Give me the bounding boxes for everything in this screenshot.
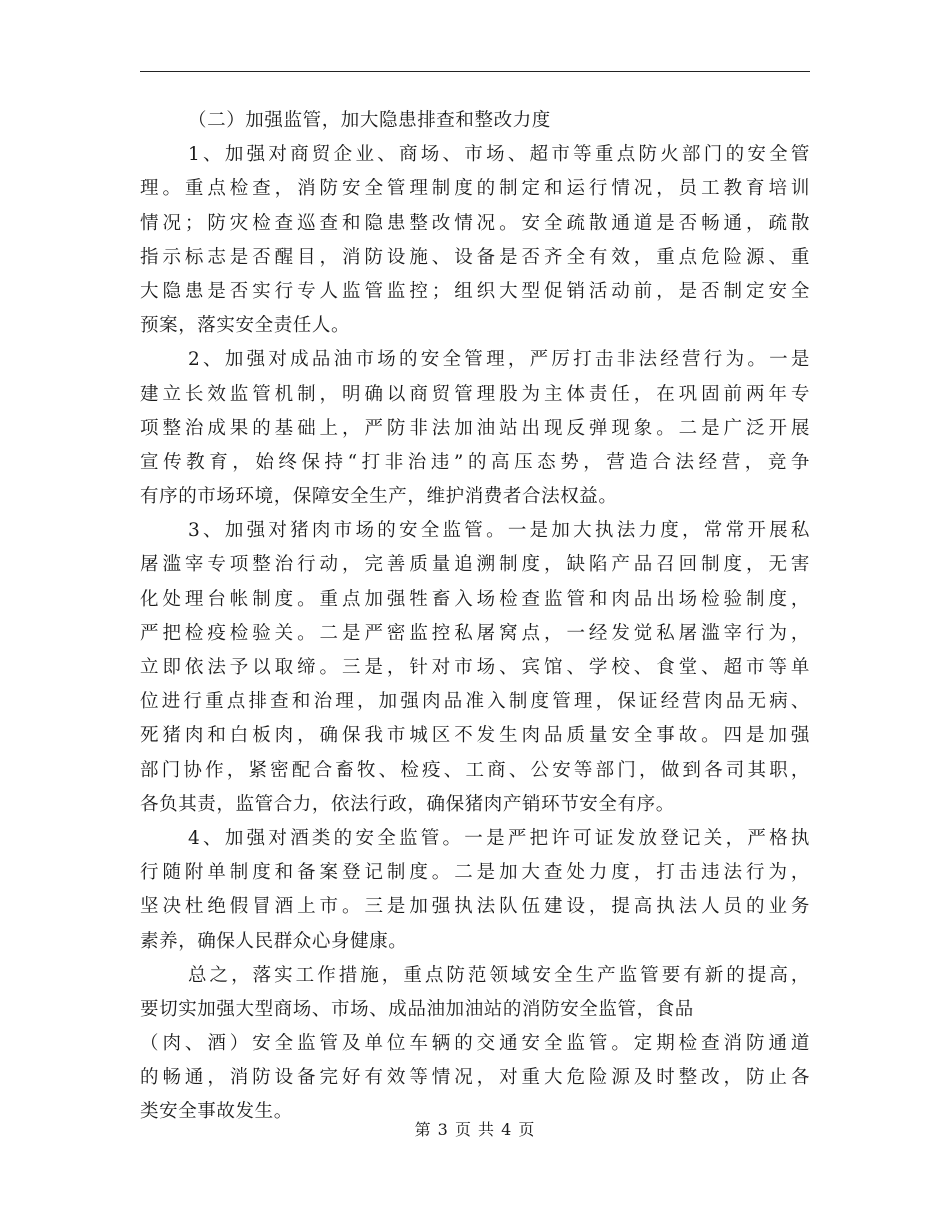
text-line: 部门协作，紧密配合畜牧、检疫、工商、公安等部门，做到各司其职， <box>140 759 810 781</box>
document-body <box>140 104 810 1130</box>
text-line: 情况；防灾检查巡查和隐患整改情况。安全疏散通道是否畅通，疏散 <box>140 212 810 234</box>
text-line: （肉、酒）安全监管及单位车辆的交通安全监管。定期检查消防通道 <box>140 1033 810 1055</box>
text-line: 3、加强对猪肉市场的安全监管。一是加大执法力度，常常开展私 <box>188 520 810 542</box>
text-line: 有序的市场环境，保障安全生产，维护消费者合法权益。 <box>140 486 618 508</box>
text-line: 1、加强对商贸企业、商场、市场、超市等重点防火部门的安全管 <box>188 144 810 166</box>
text-line: 类安全事故发生。 <box>140 1101 293 1123</box>
text-line: 项整治成果的基础上，严防非法加油站出现反弹现象。二是广泛开展 <box>140 417 810 439</box>
text-line: 总之，落实工作措施，重点防范领域安全生产监管要有新的提高， <box>188 964 810 986</box>
page-number: 第 3 页 共 4 页 <box>414 1120 536 1139</box>
text-line: （二）加强监管，加大隐患排查和整改力度 <box>188 110 551 131</box>
text-line: 各负其责，监管合力，依法行政，确保猪肉产销环节安全有序。 <box>140 793 675 815</box>
text-line: 素养，确保人民群众心身健康。 <box>140 930 408 952</box>
text-line: 2、加强对成品油市场的安全管理，严厉打击非法经营行为。一是 <box>188 349 810 371</box>
text-line: 行随附单制度和备案登记制度。二是加大查处力度，打击违法行为， <box>140 862 810 884</box>
text-line: 宣传教育，始终保持“打非治违”的高压态势，营造合法经营，竞争 <box>140 451 810 473</box>
text-line: 建立长效监管机制，明确以商贸管理股为主体责任，在巩固前两年专 <box>140 383 810 405</box>
text-line: 坚决杜绝假冒酒上市。三是加强执法队伍建设，提高执法人员的业务 <box>140 896 810 918</box>
text-line: 4、加强对酒类的安全监管。一是严把许可证发放登记关，严格执 <box>188 827 810 849</box>
text-line: 位进行重点排查和治理，加强肉品准入制度管理，保证经营肉品无病、 <box>140 691 810 713</box>
text-line: 要切实加强大型商场、市场、成品油加油站的消防安全监管，食品 <box>140 998 694 1020</box>
header-rule <box>140 71 810 72</box>
text-line: 化处理台帐制度。重点加强牲畜入场检查监管和肉品出场检验制度， <box>140 588 810 610</box>
text-line: 立即依法予以取缔。三是，针对市场、宾馆、学校、食堂、超市等单 <box>140 657 810 678</box>
text-line: 预案，落实安全责任人。 <box>140 315 351 337</box>
text-line: 指示标志是否醒目，消防设施、设备是否齐全有效，重点危险源、重 <box>140 246 810 268</box>
text-line: 大隐患是否实行专人监管监控；组织大型促销活动前，是否制定安全 <box>140 280 810 302</box>
text-line: 的畅通，消防设备完好有效等情况，对重大危险源及时整改，防止各 <box>140 1067 810 1089</box>
text-line: 屠滥宰专项整治行动，完善质量追溯制度，缺陷产品召回制度，无害 <box>140 554 810 576</box>
text-line: 理。重点检查，消防安全管理制度的制定和运行情况，员工教育培训 <box>140 178 810 200</box>
text-line: 严把检疫检验关。二是严密监控私屠窝点，一经发觉私屠滥宰行为， <box>140 622 810 644</box>
text-line: 死猪肉和白板肉，确保我市城区不发生肉品质量安全事故。四是加强 <box>140 725 810 747</box>
